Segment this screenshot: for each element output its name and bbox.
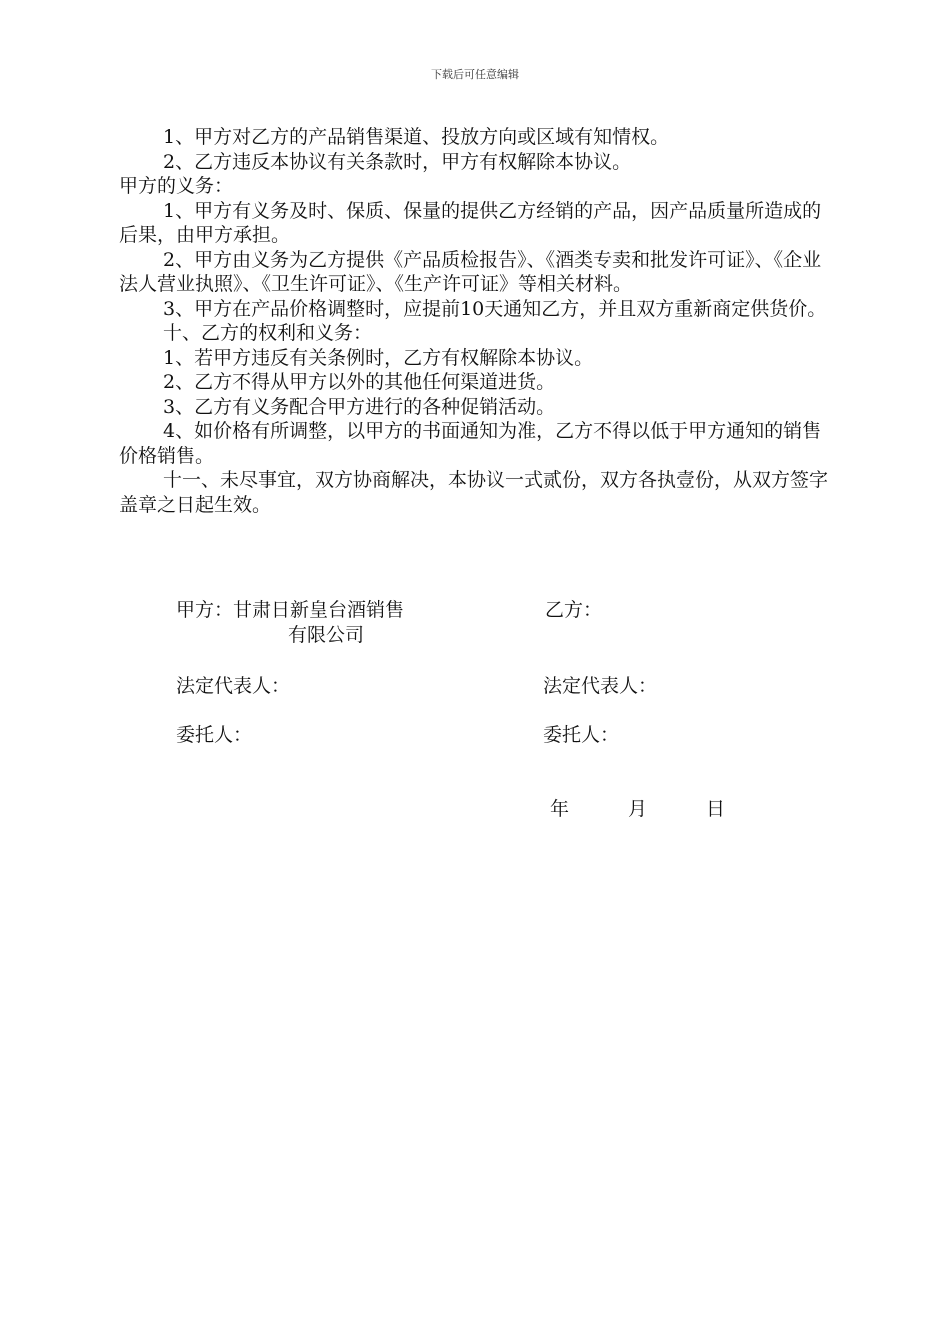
party-b-label: 乙方： [545, 599, 603, 621]
party-b-agent: 委托人： [543, 724, 620, 746]
paragraph: 3、甲方在产品价格调整时，应提前10天通知乙方，并且双方重新商定供货价。 [163, 297, 827, 320]
agreement-body [119, 125, 839, 517]
party-a-agent: 委托人： [176, 724, 253, 746]
page-header: 下载后可任意编辑 [431, 68, 519, 81]
paragraph: 2、甲方由义务为乙方提供《产品质检报告》、《酒类专卖和批发许可证》、《企业法人营业执照》、《卫生许可证》、《生产许可证》等相关材料。 [119, 248, 822, 295]
paragraph: 4、如价格有所调整，以甲方的书面通知为准，乙方不得以低于甲方通知的销售价格销售。 [119, 420, 822, 467]
date-day: 日 [706, 798, 726, 820]
date-month: 月 [628, 798, 648, 820]
paragraph: 2、乙方违反本协议有关条款时，甲方有权解除本协议。 [163, 150, 632, 173]
paragraph: 1、甲方对乙方的产品销售渠道、投放方向或区域有知情权。 [163, 126, 670, 148]
paragraph: 2、乙方不得从甲方以外的其他任何渠道进货。 [163, 371, 556, 393]
paragraph: 十一、未尽事宜，双方协商解决，本协议一式贰份，双方各执壹份，从双方签字盖章之日起生效。 [119, 469, 829, 516]
party-a-representative: 法定代表人： [176, 675, 291, 697]
party-a-label-line2: 有限公司 [288, 624, 365, 646]
party-b-representative: 法定代表人： [543, 675, 658, 697]
party-a-label: 甲方：甘肃日新皇台酒销售 [176, 599, 405, 621]
paragraph: 3、乙方有义务配合甲方进行的各种促销活动。 [163, 395, 556, 418]
paragraph: 1、甲方有义务及时、保质、保量的提供乙方经销的产品，因产品质量所造成的后果，由甲方承担。 [119, 199, 822, 246]
paragraph: 1、若甲方违反有关条例时，乙方有权解除本协议。 [163, 346, 594, 369]
section-heading: 十、乙方的权利和义务： [163, 322, 373, 344]
section-heading: 甲方的义务： [119, 175, 234, 197]
date-year: 年 [550, 798, 570, 820]
